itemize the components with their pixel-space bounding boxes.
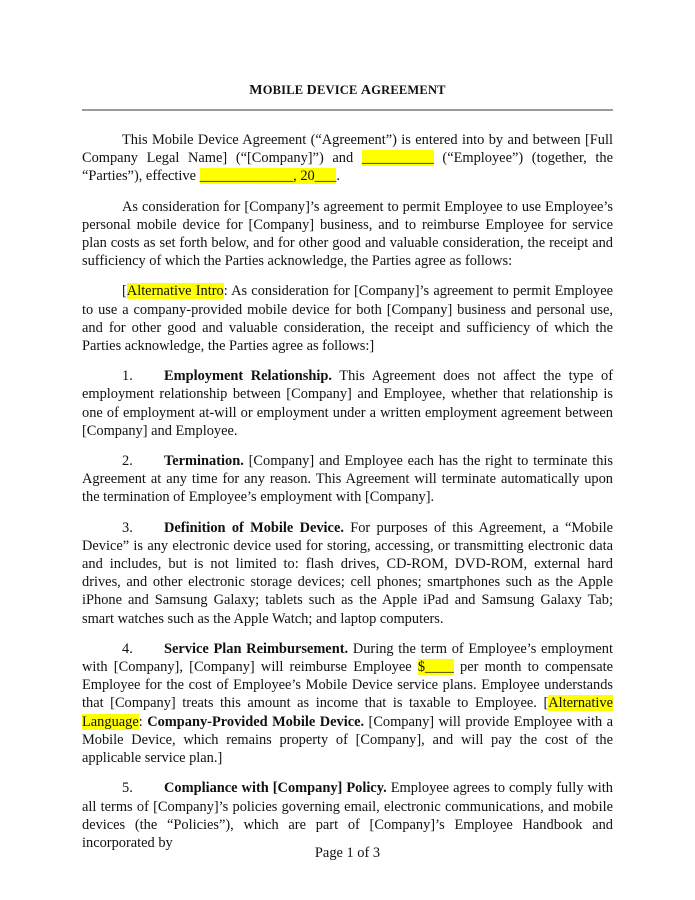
section-number: 3. bbox=[122, 519, 133, 536]
intro-paragraph bbox=[82, 131, 613, 186]
title-smallcaps: OBILE bbox=[262, 83, 304, 97]
effective-date-blank[interactable]: _____________, 20___ bbox=[199, 168, 337, 185]
intro-text: . bbox=[336, 168, 340, 185]
section-number: 4. bbox=[122, 640, 133, 657]
section-employment-relationship bbox=[82, 367, 613, 440]
section-number: 1. bbox=[122, 368, 133, 385]
alternative-heading: Company-Provided Mobile Device. bbox=[147, 713, 365, 730]
document-title bbox=[0, 83, 695, 99]
section-service-plan-reimbursement bbox=[82, 640, 613, 767]
section-text: : bbox=[138, 713, 148, 730]
intro-text: (“Employee”) (together, the “Parties”), effective bbox=[82, 150, 613, 185]
bracket: [ bbox=[122, 283, 127, 300]
section-text: For purposes of this Agreement, a “Mobile Device” is any electronic device used for storing, accessing, or transmitting electronic data and includes, but is not limited to: flash drives, CD-ROM, DVD-ROM, external hard drives, and other electronic storage devices; cell phones; smartphones such as the Apple iPhone and Samsung Galaxy; tablets such as the Apple iPad and Samsung Galaxy Tab; smart watches such as the Apple Watch; and laptop computers. bbox=[82, 519, 613, 627]
section-termination bbox=[82, 452, 613, 507]
section-compliance-policy bbox=[82, 779, 613, 852]
employee-name-blank[interactable]: __________ bbox=[361, 150, 434, 167]
title-smallcaps: GREEMENT bbox=[371, 83, 446, 97]
title-divider bbox=[82, 109, 613, 111]
section-heading: Compliance with [Company] Policy. bbox=[164, 780, 387, 797]
alternative-intro-label: Alternative Intro bbox=[126, 283, 224, 300]
section-number: 5. bbox=[122, 780, 133, 797]
section-text: per month to compensate Employee for the cost of Employee’s Mobile Device service plans. Employee understands that [Company] treats this amount as income that is taxable to Employee. [ bbox=[82, 659, 613, 712]
section-text: Employee agrees to comply fully with all terms of [Company]’s policies governing email, electronic communications, and mobile devices (the “Policies”), which are part of [Company]’s Employee Handbook and incorporated by bbox=[82, 780, 613, 851]
title-letter: A bbox=[360, 83, 372, 98]
title-letter: D bbox=[306, 83, 317, 98]
section-number: 2. bbox=[122, 453, 133, 470]
section-definition-mobile-device bbox=[82, 519, 613, 628]
section-text: This Agreement does not affect the type of employment relationship between [Company] and Employee, whether that relationship is one of employment at-will or employment under a written employment agreement between [Company] and Employee. bbox=[82, 368, 613, 439]
title-smallcaps: EVICE bbox=[316, 83, 358, 97]
reimbursement-amount-blank[interactable]: $____ bbox=[417, 659, 454, 676]
section-heading: Service Plan Reimbursement. bbox=[164, 640, 349, 657]
section-text: [Company] and Employee each has the right to terminate this Agreement at any time for any reason. This Agreement will terminate automatically upon the termination of Employee’s employment with [Company]. bbox=[82, 453, 613, 506]
alternative-intro-paragraph bbox=[82, 282, 613, 355]
alternative-language-label: Alternative Language bbox=[82, 695, 613, 730]
title-letter: M bbox=[249, 83, 263, 98]
section-heading: Employment Relationship. bbox=[164, 368, 332, 385]
document-body bbox=[82, 131, 613, 864]
section-heading: Termination. bbox=[164, 453, 244, 470]
section-text: [Company] will provide Employee with a Mobile Device, which remains property of [Company], and will pay the cost of the applicable service plan.] bbox=[82, 713, 613, 767]
alternative-intro-text: : As consideration for [Company]’s agreement to permit Employee to use a company-provided mobile device for both [Company] business and personal use, and for other good and valuable consideration, the receipt and sufficiency of which the Parties acknowledge, the Parties agree as follows:] bbox=[82, 283, 613, 355]
section-heading: Definition of Mobile Device. bbox=[164, 519, 344, 536]
intro-text: This Mobile Device Agreement (“Agreement”) is entered into by and between [Full Company Legal Name] (“[Company]”) and bbox=[82, 132, 613, 167]
consideration-paragraph: As consideration for [Company]’s agreement to permit Employee to use Employee’s personal mobile device for [Company] business, and to reimburse Employee for service plan costs as set forth below, and for other good and valuable consideration, the receipt and sufficiency of which the Parties acknowledge, the Parties agree as follows: bbox=[82, 198, 613, 270]
page-number: Page 1 of 3 bbox=[314, 845, 381, 861]
section-text: During the term of Employee’s employment with [Company], [Company] will reimburse Employee bbox=[82, 640, 613, 676]
